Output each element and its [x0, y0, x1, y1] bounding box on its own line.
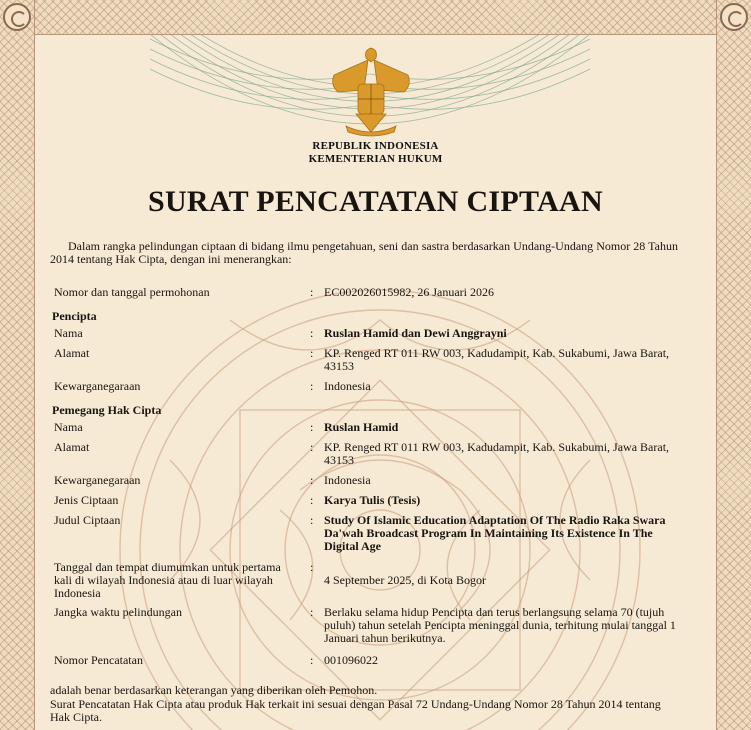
document-title: SURAT PENCATATAN CIPTAAN [147, 185, 603, 218]
judul-ciptaan-value: Study Of Islamic Education Adaptation Of The Radio Raka Swara Da'wah Broadcast Program In Maintaining Its Existence In The Digital Age [324, 513, 666, 553]
header-kementerian: KEMENTERIAN HUKUM [308, 153, 443, 165]
permohonan-value: EC002026015982, 26 Januari 2026 [324, 285, 494, 299]
decorative-border-left [0, 0, 35, 730]
footer-statement: adalah benar berdasarkan keterangan yang diberikan oleh Pemohon. [50, 683, 378, 697]
tanggal-diumumkan-value: 4 September 2025, di Kota Bogor [324, 573, 486, 587]
nomor-pencatatan-value: 001096022 [324, 653, 378, 667]
colon: : [310, 513, 314, 527]
garuda-emblem-icon [326, 40, 416, 140]
pemegang-nama-value: Ruslan Hamid [324, 420, 399, 434]
section-pencipta: Pencipta [52, 309, 97, 323]
section-pemegang-hak-cipta: Pemegang Hak Cipta [52, 403, 162, 417]
nama-label: Nama [54, 420, 83, 434]
colon: : [310, 605, 314, 619]
alamat-label: Alamat [54, 440, 90, 454]
colon: : [310, 379, 314, 393]
tanggal-diumumkan-label: Tanggal dan tempat diumumkan untuk pertama kali di wilayah Indonesia atau di luar wilayah Indonesia [54, 560, 281, 600]
colon: : [310, 493, 314, 507]
colon: : [310, 653, 314, 667]
colon: : [310, 560, 314, 574]
alamat-label: Alamat [54, 346, 90, 360]
jenis-ciptaan-value: Karya Tulis (Tesis) [324, 493, 421, 507]
permohonan-label: Nomor dan tanggal permohonan [54, 285, 210, 299]
jangka-waktu-value: Berlaku selama hidup Pencipta dan terus berlangsung selama 70 (tujuh puluh) tahun setelah Pencipta meninggal dunia, terhitung mulai tanggal 1 Januari tahun berikutnya. [324, 605, 676, 645]
header-republik: REPUBLIK INDONESIA [312, 140, 439, 152]
pencipta-nama-value: Ruslan Hamid dan Dewi Anggrayni [324, 326, 507, 340]
corner-ornament-icon [3, 3, 31, 31]
jenis-ciptaan-label: Jenis Ciptaan [54, 493, 119, 507]
colon: : [310, 285, 314, 299]
pemegang-alamat-value: KP. Renged RT 011 RW 003, Kadudampit, Kab. Sukabumi, Jawa Barat, 43153 [324, 440, 670, 467]
pencipta-kewarganegaraan-value: Indonesia [324, 379, 371, 393]
kewarganegaraan-label: Kewarganegaraan [54, 379, 141, 393]
colon: : [310, 473, 314, 487]
colon: : [310, 346, 314, 360]
decorative-border-right [716, 0, 751, 730]
colon: : [310, 420, 314, 434]
corner-ornament-icon [720, 3, 748, 31]
judul-ciptaan-label: Judul Ciptaan [54, 513, 121, 527]
nama-label: Nama [54, 326, 83, 340]
footer-legal-note: Surat Pencatatan Hak Cipta atau produk Hak terkait ini sesuai dengan Pasal 72 Undang-Undang Nomor 28 Tahun 2014 tentang Hak Cipta. [50, 697, 661, 724]
colon: : [310, 440, 314, 454]
jangka-waktu-label: Jangka waktu pelindungan [54, 605, 182, 619]
colon: : [310, 326, 314, 340]
pencipta-alamat-value: KP. Renged RT 011 RW 003, Kadudampit, Kab. Sukabumi, Jawa Barat, 43153 [324, 346, 670, 373]
kewarganegaraan-label: Kewarganegaraan [54, 473, 141, 487]
pemegang-kewarganegaraan-value: Indonesia [324, 473, 371, 487]
nomor-pencatatan-label: Nomor Pencatatan [54, 653, 143, 667]
decorative-border-top [0, 0, 751, 35]
intro-paragraph: Dalam rangka pelindungan ciptaan di bidang ilmu pengetahuan, seni dan sastra berdasarkan Undang-Undang Nomor 28 Tahun 2014 tentang Hak Cipta, dengan ini menerangkan: [50, 239, 678, 266]
